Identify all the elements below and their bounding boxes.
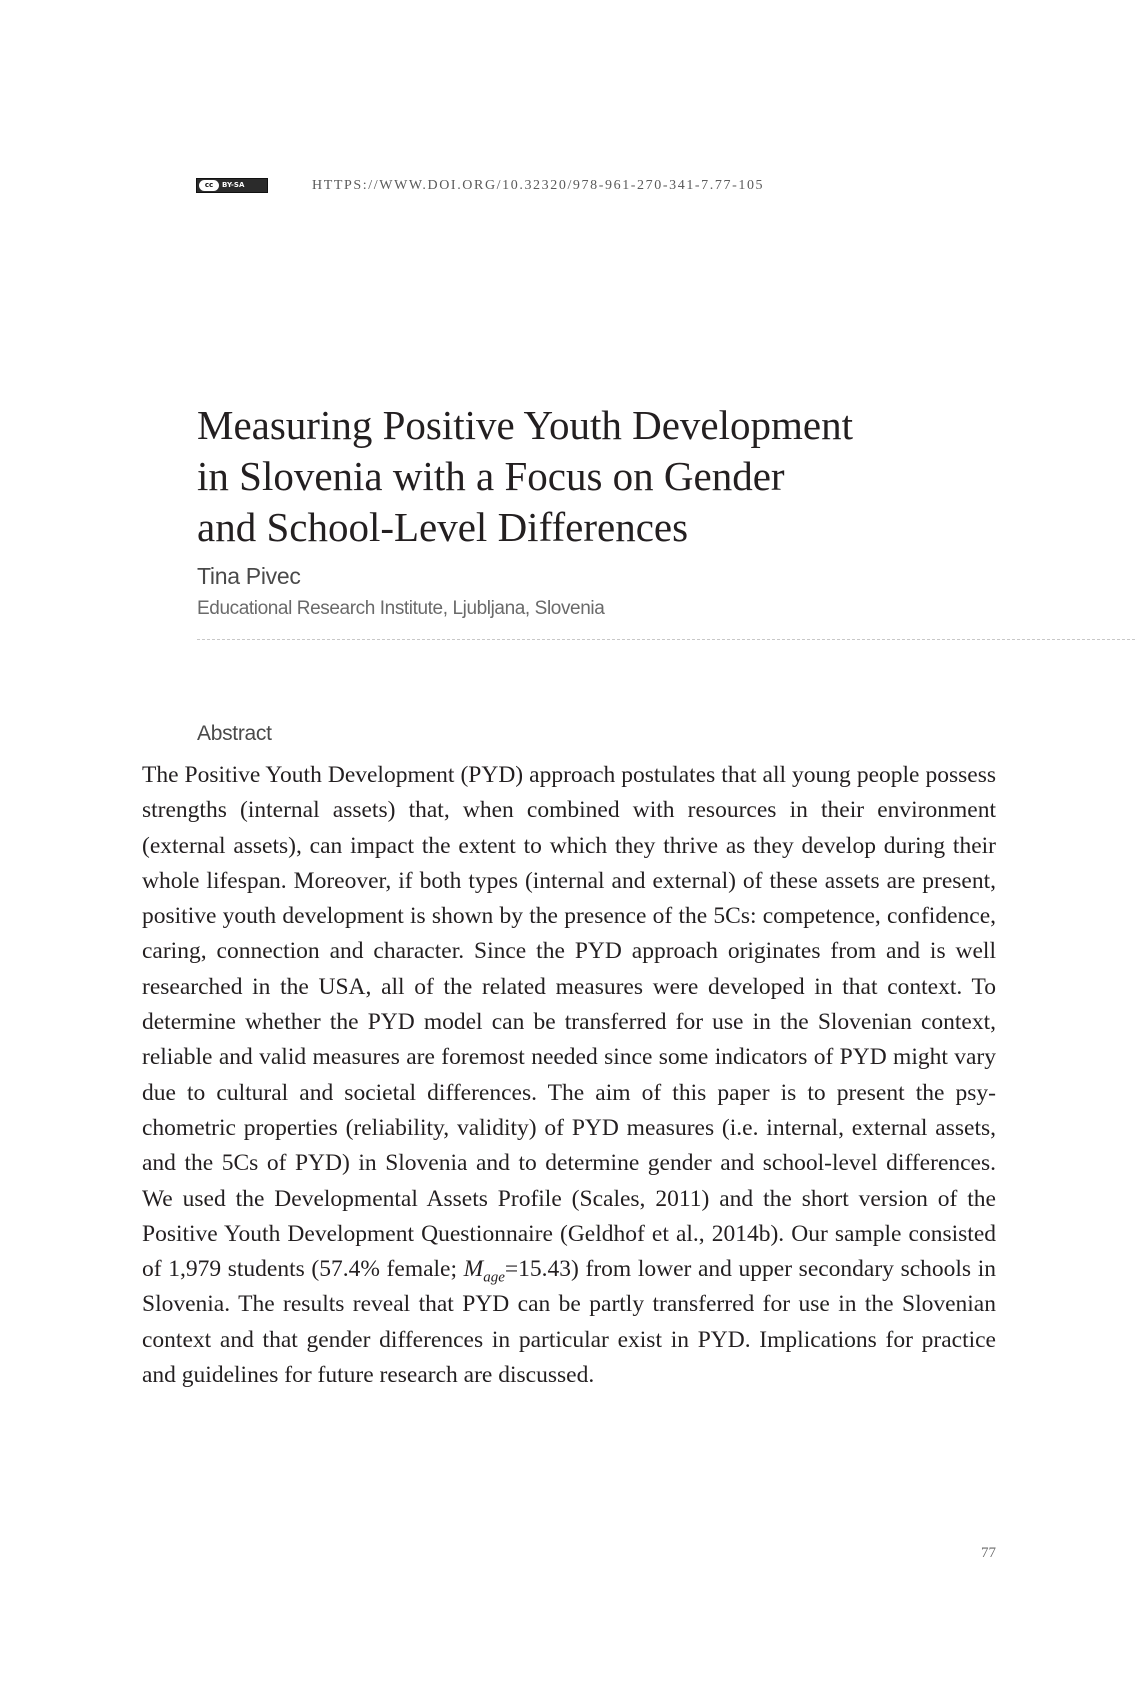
abstract-heading: Abstract bbox=[197, 722, 272, 745]
author-name: Tina Pivec bbox=[197, 563, 301, 589]
author-affiliation: Educational Research Institute, Ljubljana, Slovenia bbox=[197, 598, 605, 619]
doi-link[interactable]: HTTPS://WWW.DOI.ORG/10.32320/978-961-270-341-7.77-105 bbox=[312, 178, 765, 193]
abstract-text-part-2: =15.43) from lower and upper secondary schools in Slovenia. The results reveal that PYD can be partly transferred for use in the Slovenian context and that gender differences in particular exist in PYD. Implications for practice and guidelines for future research are discussed. bbox=[142, 1256, 996, 1389]
cc-license-badge bbox=[196, 178, 268, 193]
mean-subscript: age bbox=[483, 1269, 505, 1286]
title-line: in Slovenia with a Focus on Gender bbox=[197, 453, 785, 499]
license-label: BY-SA bbox=[222, 181, 245, 189]
abstract-text-part-1: The Positive Youth Development (PYD) approach postulates that all young people possess strengths (internal assets) that, when combined with resources in their environment (external assets), can impact the extent to which they thrive as they develop during their whole lifespan. Moreover, if both types (internal and external) of these assets are present, positive youth development is shown by the presence of the 5Cs: competence, confidence, caring, connection and character. Since the PYD approach originates from and is well researched in the USA, all of the related measures were developed in that context. To determine whether the PYD model can be transferred for use in the Slovenian context, reliable and valid measures are foremost needed since some indicators of PYD might vary due to cultural and societal differences. The aim of this paper is to present the psychometric properties (reliability, validity) of PYD measures (i.e. internal, external assets, and the 5Cs of PYD) in Slovenia and to determine gender and school-level differences. We used the Developmental Assets Profile (Scales, 2011) and the short version of the Positive Youth Development Questionnaire (Geldhof et al., 2014b). Our sample consisted of 1,979 students (57.4% female; bbox=[142, 762, 996, 1283]
page-number: 77 bbox=[981, 1545, 996, 1561]
title-line: Measuring Positive Youth Development bbox=[197, 402, 853, 448]
cc-logo-icon: cc bbox=[199, 180, 219, 191]
abstract-text bbox=[142, 758, 996, 1393]
article-title bbox=[197, 400, 957, 553]
mean-symbol: M bbox=[463, 1256, 484, 1283]
divider bbox=[197, 639, 1135, 640]
page-header bbox=[196, 178, 896, 202]
title-line: and School-Level Differences bbox=[197, 504, 689, 550]
